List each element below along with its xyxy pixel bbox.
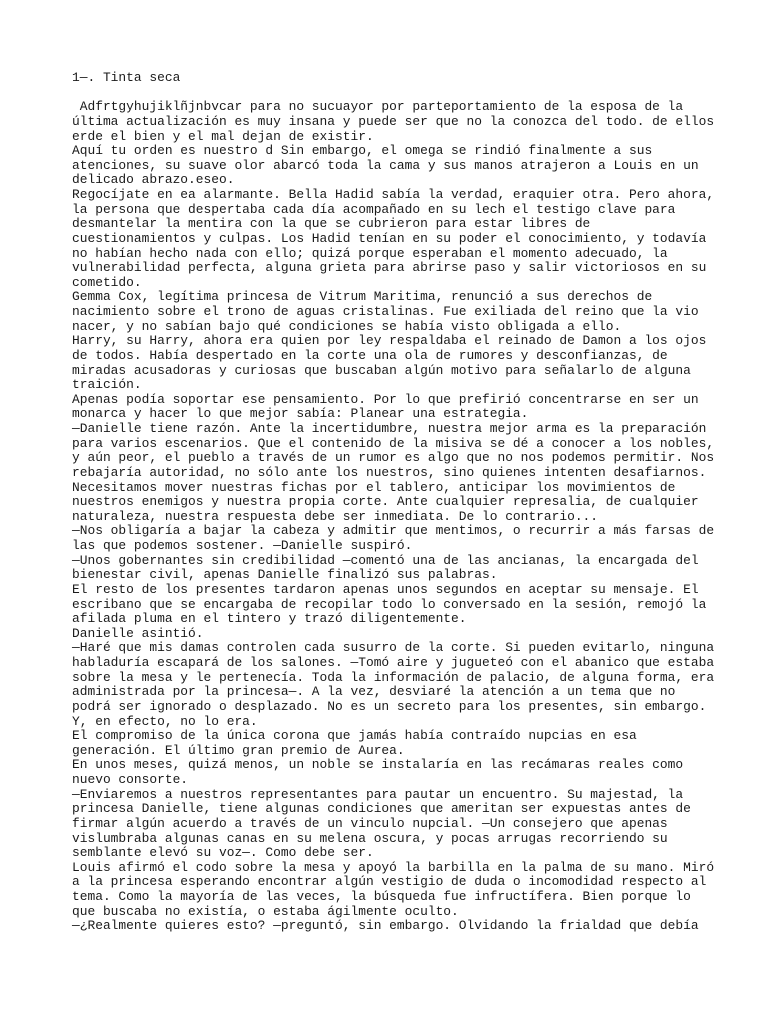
- text-line: rebajaría autoridad, no sólo ante los nuestros, sino quienes intenten desafiarnos.: [72, 464, 707, 480]
- text-line: administrada por la princesa—. A la vez, desviaré la atención a un tema que no: [72, 684, 676, 700]
- text-line: nacer, y no sabían bajo qué condiciones se había visto obligada a ello.: [72, 318, 622, 334]
- text-line: vislumbraba algunas canas en su melena oscura, y pocas arrugas recorriendo su: [72, 830, 668, 846]
- text-line: para varios escenarios. Que el contenido de la misiva se dé a conocer a los nobles,: [72, 435, 715, 451]
- text-line: Apenas podía soportar ese pensamiento. Por lo que prefirió concentrarse en ser un: [72, 391, 699, 407]
- text-line: cometido.: [72, 274, 142, 290]
- text-line: que buscaba no existía, o estaba ágilmente oculto.: [72, 903, 459, 919]
- text-line: —Danielle tiene razón. Ante la incertidumbre, nuestra mejor arma es la preparación: [72, 421, 707, 436]
- text-line: habladuría escapará de los salones. —Tomó aire y jugueteó con el abanico que estaba: [72, 655, 715, 670]
- text-line: traición.: [72, 377, 142, 393]
- text-line: —Nos obligaría a bajar la cabeza y admitir que mentimos, o recurrir a más farsas de: [72, 523, 715, 539]
- text-line: El resto de los presentes tardaron apenas unos segundos en aceptar su mensaje. El: [72, 581, 699, 597]
- text-line: monarca y hacer lo que mejor sabía: Planear una estrategia.: [72, 406, 529, 422]
- text-line: nuestros enemigos y nuestra propia corte. Ante cualquier represalia, de cualquier: [72, 494, 699, 510]
- document-page: [72, 70, 715, 934]
- text-line: semblante elevó su voz—. Como debe ser.: [72, 845, 374, 861]
- text-line: generación. El último gran premio de Aurea.: [72, 742, 405, 758]
- text-line: atenciones, su suave olor abarcó toda la cama y sus manos atrajeron a Louis en un: [72, 157, 699, 173]
- text-line: bienestar civil, apenas Danielle finalizó sus palabras.: [72, 567, 498, 583]
- text-line: miradas acusadoras y curiosas que buscaban algún motivo para señalarlo de alguna: [72, 362, 691, 378]
- text-line: En unos meses, quizá menos, un noble se instalaría en las recámaras reales como: [72, 757, 684, 773]
- text-line: Harry, su Harry, ahora era quien por ley respaldaba el reinado de Damon a los ojos: [72, 333, 707, 349]
- text-line: las que podemos sostener. —Danielle suspiró.: [72, 538, 413, 553]
- text-line: —¿Realmente quieres esto? —preguntó, sin embargo. Olvidando la frialdad que debía: [72, 918, 699, 934]
- chapter-title: 1—. Tinta seca: [72, 70, 181, 85]
- text-line: Aquí tu orden es nuestro d Sin embargo, el omega se rindió finalmente a sus: [72, 143, 653, 159]
- text-line: erde el bien y el mal dejan de existir.: [72, 128, 374, 144]
- text-line: Regocíjate en ea alarmante. Bella Hadid sabía la verdad, eraquier otra. Pero ahora,: [72, 187, 715, 202]
- text-line: firmar algún acuerdo a través de un vinculo nupcial. —Un consejero que apenas: [72, 815, 668, 831]
- text-line: cuestionamientos y culpas. Los Hadid tenían en su poder el conocimiento, y todavía: [72, 230, 707, 246]
- text-line: naturaleza, nuestra respuesta debe ser inmediata. De lo contrario...: [72, 508, 599, 524]
- text-line: Gemma Cox, legítima princesa de Vitrum Maritima, renunció a sus derechos de: [72, 289, 653, 305]
- text-line: Louis afirmó el codo sobre la mesa y apoyó la barbilla en la palma de su mano. Miró: [72, 859, 715, 875]
- text-line: a la princesa esperando encontrar algún vestigio de duda o incomodidad respecto al: [72, 874, 707, 890]
- text-line: desmantelar la mentira con la que se cubrieron para estar libres de: [72, 216, 591, 232]
- text-line: Y, en efecto, no lo era.: [72, 713, 258, 729]
- text-line: y aún peor, el pueblo a través de un rumor es algo que no nos podemos permitir. Nos: [72, 450, 715, 466]
- text-line: vulnerabilidad perfecta, alguna grieta para abrirse paso y salir victoriosos en su: [72, 260, 707, 276]
- text-line: nacimiento sobre el trono de aguas cristalinas. Fue exiliada del reino que la vio: [72, 304, 699, 319]
- text-line: —Haré que mis damas controlen cada susurro de la corte. Si pueden evitarlo, ninguna: [72, 640, 715, 656]
- text-line: —Unos gobernantes sin credibilidad —comentó una de las ancianas, la encargada del: [72, 552, 699, 568]
- text-line: Adfrtgyhujiklñjnbvcar para no sucuayor por parteportamiento de la esposa de la: [72, 99, 684, 115]
- text-line: tema. Como la mayoría de las veces, la búsqueda fue infructífera. Bien porque lo: [72, 889, 691, 904]
- text-line: última actualización es muy insana y puede ser que no la conozca del todo. de ellos: [72, 113, 715, 129]
- text-line: El compromiso de la única corona que jamás había contraído nupcias en esa: [72, 728, 637, 744]
- text-line: —Enviaremos a nuestros representantes para pautar un encuentro. Su majestad, la: [72, 786, 684, 802]
- text-line: la persona que despertaba cada día acompañado en su lech el testigo clave para: [72, 201, 676, 217]
- text-line: no habían hecho nada con ello; quizá porque esperaban el momento adecuado, la: [72, 245, 668, 261]
- text-line: afilada pluma en el tintero y trazó diligentemente.: [72, 611, 467, 627]
- body-text: [72, 99, 715, 934]
- text-line: Danielle asintió.: [72, 625, 204, 641]
- text-line: Necesitamos mover nuestras fichas por el tablero, anticipar los movimientos de: [72, 479, 676, 495]
- text-line: sobre la mesa y le pertenecía. Toda la información de palacio, de alguna forma, era: [72, 669, 715, 685]
- text-line: princesa Danielle, tiene algunas condiciones que ameritan ser expuestas antes de: [72, 801, 691, 817]
- text-line: escribano que se encargaba de recopilar todo lo conversado en la sesión, remojó la: [72, 596, 707, 612]
- text-line: delicado abrazo.eseo.: [72, 172, 235, 188]
- text-line: podrá ser ignorado o desplazado. No es un secreto para los presentes, sin embargo.: [72, 698, 707, 714]
- text-line: nuevo consorte.: [72, 772, 189, 787]
- text-line: de todos. Había despertado en la corte una ola de rumores y desconfianzas, de: [72, 347, 668, 363]
